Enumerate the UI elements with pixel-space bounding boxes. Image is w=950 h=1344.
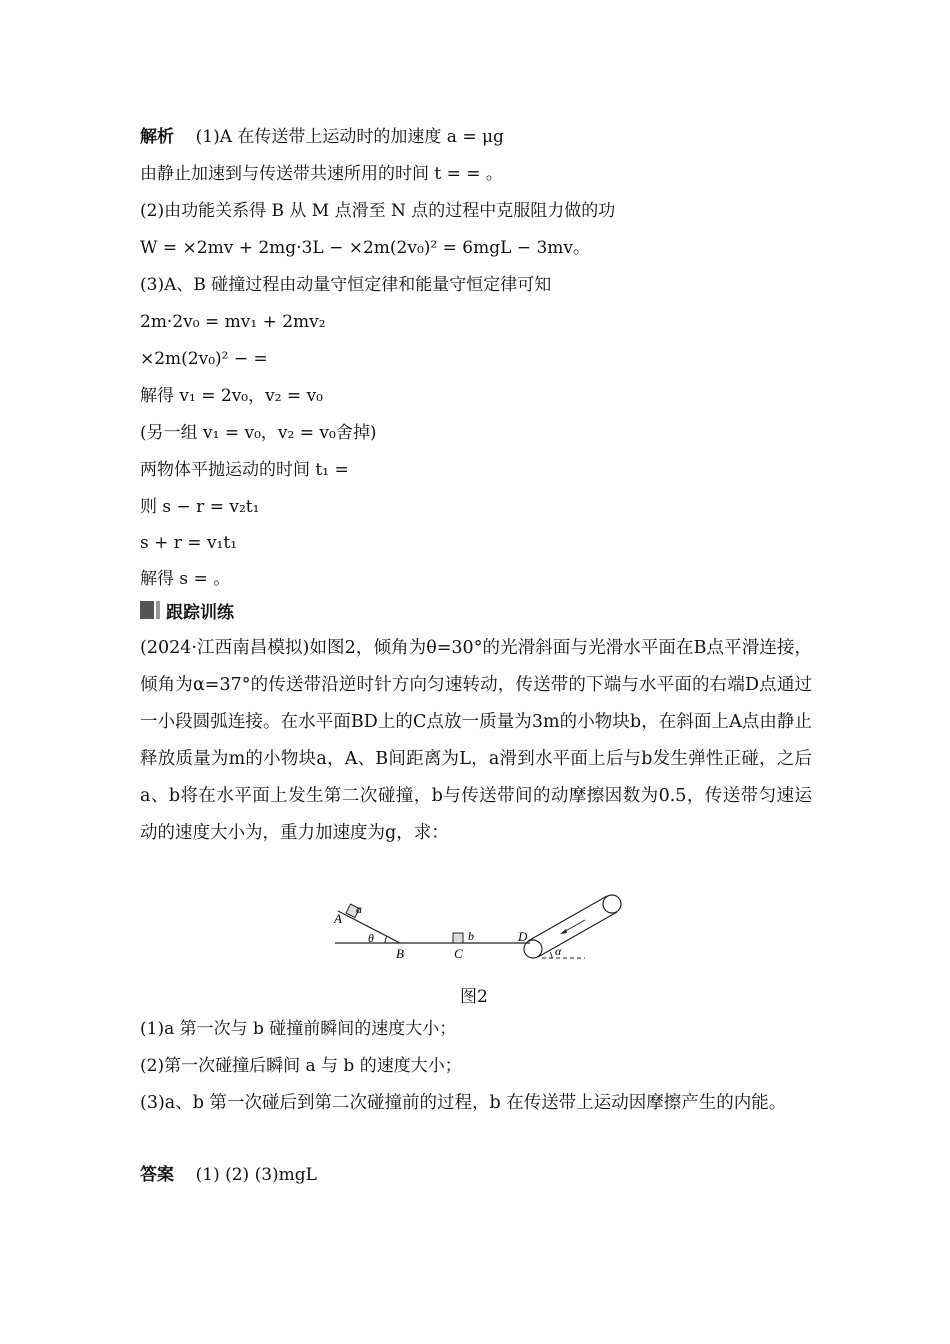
analysis-line-12: s + r = v₁t₁ xyxy=(140,533,238,553)
label-alpha: α xyxy=(555,944,562,958)
label-theta: θ xyxy=(368,931,374,945)
analysis-text-1: (1)A 在传送带上运动时的加速度 a = μg xyxy=(195,127,504,147)
section-marker-icon xyxy=(140,601,154,619)
analysis-line-9: (另一组 v₁ = v₀，v₂ = v₀舍掉) xyxy=(140,423,377,443)
question-3: (3)a、b 第一次碰后到第二次碰撞前的过程，b 在传送带上运动因摩擦产生的内能。 xyxy=(140,1093,787,1113)
section-marker-stripe xyxy=(156,601,160,619)
question-2: (2)第一次碰撞后瞬间 a 与 b 的速度大小； xyxy=(140,1056,462,1076)
analysis-line-6: 2m·2v₀ = mv₁ + 2mv₂ xyxy=(140,312,326,332)
label-a: a xyxy=(356,902,362,916)
analysis-line-11: 则 s − r = v₂t₁ xyxy=(140,497,260,517)
answer-label: 答案 xyxy=(140,1165,174,1185)
figure-caption: 图2 xyxy=(460,987,488,1007)
analysis-line-10: 两物体平抛运动的时间 t₁ = xyxy=(140,460,349,480)
label-B: B xyxy=(396,946,404,961)
analysis-line-7: ×2m(2v₀)² − = xyxy=(140,349,268,369)
analysis-line-5: (3)A、B 碰撞过程由动量守恒定律和能量守恒定律可知 xyxy=(140,275,552,295)
label-D: D xyxy=(518,929,528,944)
analysis-line-8: 解得 v₁ = 2v₀，v₂ = v₀ xyxy=(140,386,323,406)
analysis-label: 解析 xyxy=(140,127,174,147)
label-b: b xyxy=(468,929,474,943)
answer-text: (1) (2) (3)mgL xyxy=(195,1165,317,1185)
problem-text: (2024·江西南昌模拟)如图2，倾角为θ=30°的光滑斜面与光滑水平面在B点平滑连接，倾角为α=37°的传送带沿逆时针方向匀速转动，传送带的下端与水平面的右端D点通过一小段圆弧连接。在水平面BD上的C点放一质量为3m的小物块b，在斜面上A点由静止释放质量为m的小物块a，A、B间距离为L，a滑到水平面上后与b发生弹性正碰，之后a、b将在水平面上发生第二次碰撞，b与传送带间的动摩擦因数为0.5，传送带匀速运动的速度大小为，重力加速度为g，求： xyxy=(140,638,812,843)
section-header xyxy=(140,598,234,622)
analysis-line-3: (2)由功能关系得 B 从 M 点滑至 N 点的过程中克服阻力做的功 xyxy=(140,201,616,221)
answer-line xyxy=(140,1163,317,1187)
analysis-line-13: 解得 s = 。 xyxy=(140,569,231,589)
analysis-line-1 xyxy=(140,125,504,149)
figure-2-diagram xyxy=(330,893,630,963)
label-C: C xyxy=(454,946,463,961)
question-1: (1)a 第一次与 b 碰撞前瞬间的速度大小； xyxy=(140,1019,457,1039)
analysis-line-4: W = ×2mv + 2mg·3L − ×2m(2v₀)² = 6mgL − 3mv。 xyxy=(140,238,590,258)
section-title: 跟踪训练 xyxy=(166,602,234,623)
analysis-line-2: 由静止加速到与传送带共速所用的时间 t = = 。 xyxy=(140,164,503,184)
label-A: A xyxy=(334,911,342,926)
